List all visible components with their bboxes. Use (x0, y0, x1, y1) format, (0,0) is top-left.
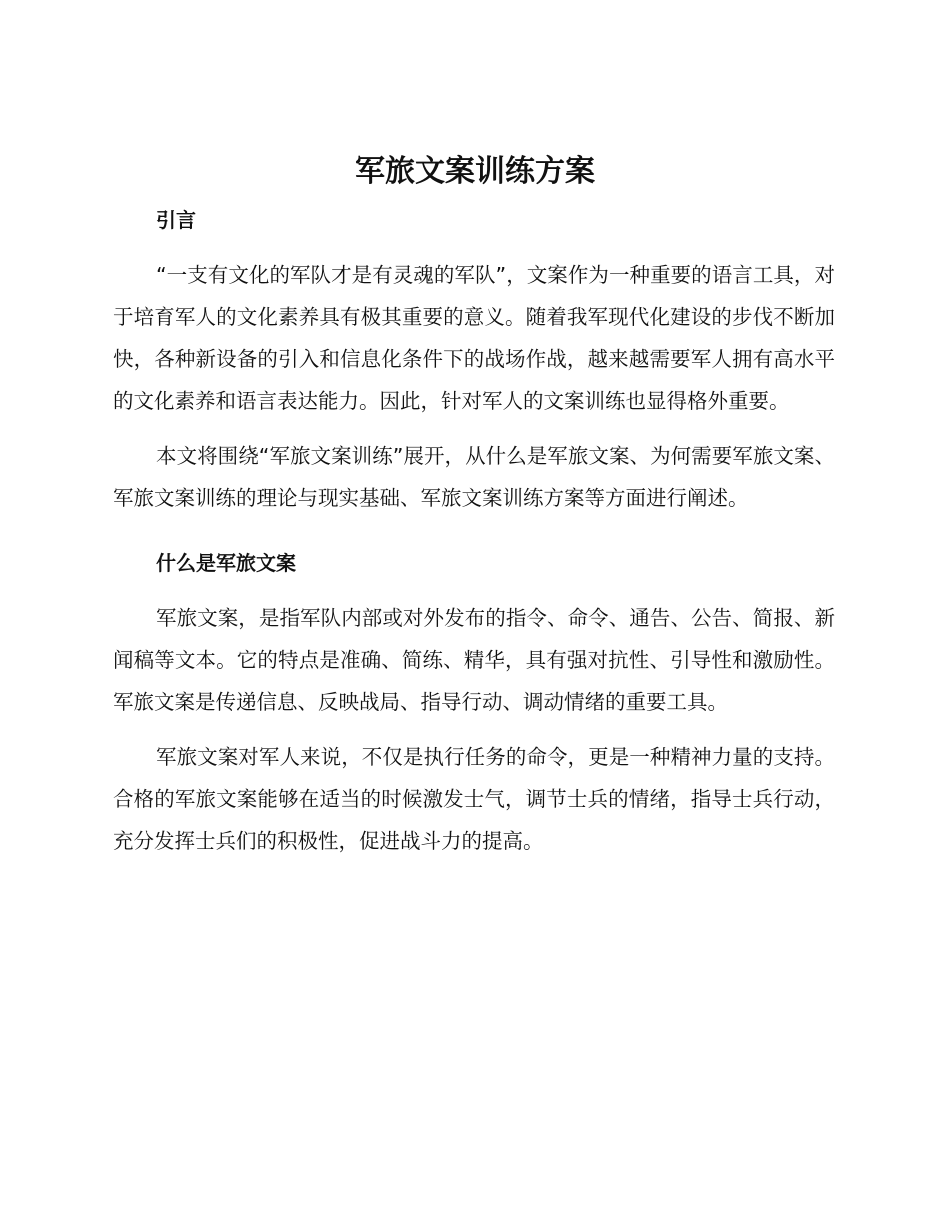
document-body (113, 200, 835, 862)
paragraph-intro-2: 本文将围绕“军旅文案训练”展开，从什么是军旅文案、为何需要军旅文案、军旅文案训练的理论与现实基础、军旅文案训练方案等方面进行阐述。 (113, 444, 835, 510)
section-heading-intro: 引言 (156, 208, 196, 232)
paragraph-what-is-2: 军旅文案对军人来说，不仅是执行任务的命令，更是一种精神力量的支持。合格的军旅文案能够在适当的时候激发士气，调节士兵的情绪，指导士兵行动，充分发挥士兵们的积极性，促进战斗力的提高。 (113, 745, 835, 853)
document-title: 军旅文案训练方案 (355, 154, 595, 189)
paragraph-what-is-1: 军旅文案，是指军队内部或对外发布的指令、命令、通告、公告、简报、新闻稿等文本。它的特点是准确、简练、精华，具有强对抗性、引导性和激励性。军旅文案是传递信息、反映战局、指导行动、调动情绪的重要工具。 (113, 606, 835, 714)
section-heading-what-is: 什么是军旅文案 (156, 551, 296, 575)
paragraph-intro-1: “一支有文化的军队才是有灵魂的军队”，文案作为一种重要的语言工具，对于培育军人的文化素养具有极其重要的意义。随着我军现代化建设的步伐不断加快，各种新设备的引入和信息化条件下的战场作战，越来越需要军人拥有高水平的文化素养和语言表达能力。因此，针对军人的文案训练也显得格外重要。 (113, 263, 835, 413)
